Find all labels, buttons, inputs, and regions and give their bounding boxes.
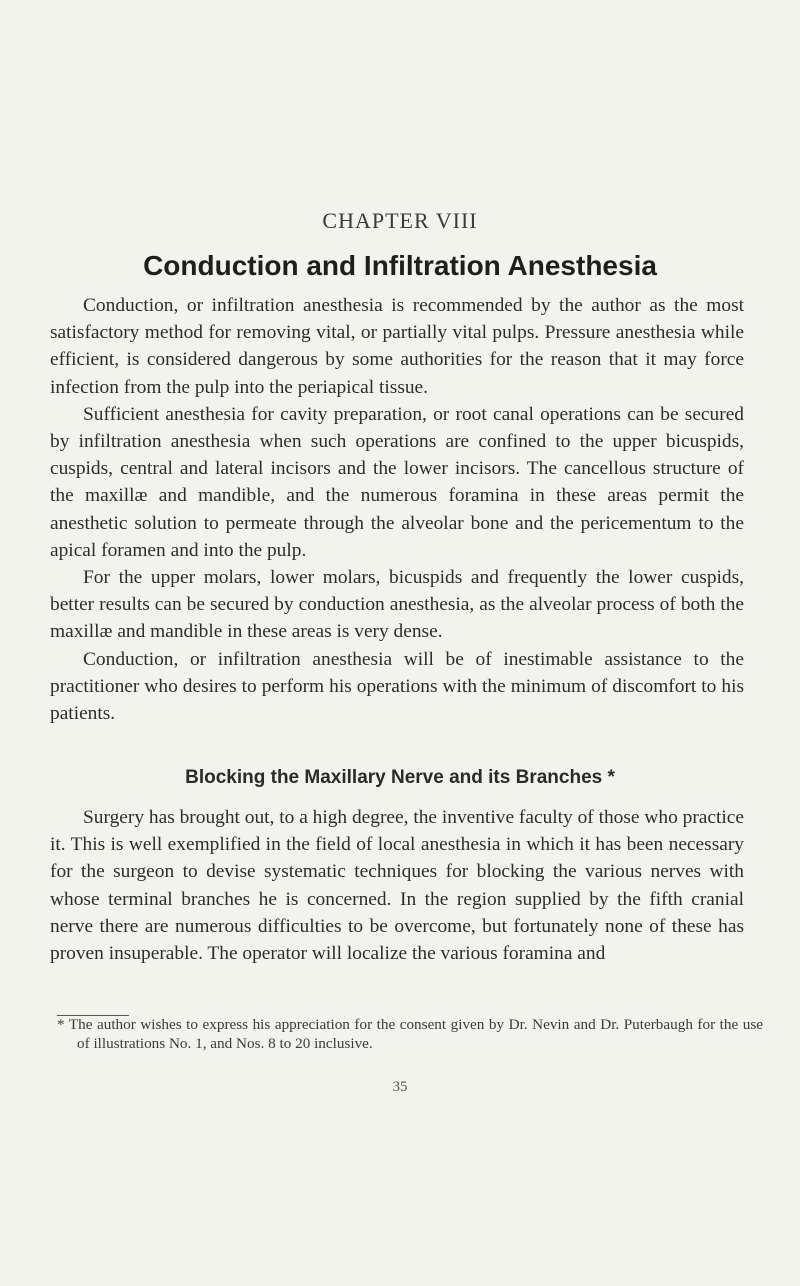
paragraph-4: Conduction, or infiltration anesthesia will be of inestimable assistance to the practitioner who desires to perform his operations with the minimum of discomfort to his patients. <box>50 648 744 725</box>
footnote: * The author wishes to express his appreciation for the consent given by Dr. Nevin and Dr. Puterbaugh for the use of illustrations No. 1, and Nos. 8 to 20 inclusive. <box>57 1016 763 1052</box>
chapter-title: Conduction and Infiltration Anesthesia <box>143 250 657 281</box>
chapter-label: CHAPTER VIII <box>322 208 478 233</box>
paragraph-1: Conduction, or infiltration anesthesia is recommended by the author as the most satisfactory method for removing vital, or partially vital pulps. Pressure anesthesia while efficient, is considered dangerous by some authorities for the reason that it may force infection from the pulp into the periapical tissue. <box>50 295 744 398</box>
paragraph-3: For the upper molars, lower molars, bicuspids and frequently the lower cuspids, better results can be secured by conduction anesthesia, as the alveolar process of both the maxillæ and mandible in these areas is very dense. <box>50 567 744 643</box>
paragraph-5: Surgery has brought out, to a high degree, the inventive faculty of those who practice it. This is well exemplified in the field of local anesthesia in which it has been necessary for the surgeon to devise systematic techniques for blocking the various nerves with whose terminal branches he is concerned. In the region supplied by the fifth cranial nerve there are numerous difficulties to be overcome, but fortunately none of these has proven insuperable. The operator will localize the various foramina and <box>50 807 744 965</box>
paragraph-2: Sufficient anesthesia for cavity preparation, or root canal operations can be secured by infiltration anesthesia when such operations are confined to the upper bicuspids, cuspids, central and lateral incisors and the lower incisors. The cancellous structure of the maxillæ and mandible, and the numerous foramina in these areas permit the anesthetic solution to permeate through the alveolar bone and the pericementum to the apical foramen and into the pulp. <box>50 403 744 561</box>
page-number: 35 <box>392 1079 408 1095</box>
section-subheading: Blocking the Maxillary Nerve and its Branches * <box>185 767 615 788</box>
body-section-2 <box>50 804 744 967</box>
body-section-1 <box>50 292 744 727</box>
